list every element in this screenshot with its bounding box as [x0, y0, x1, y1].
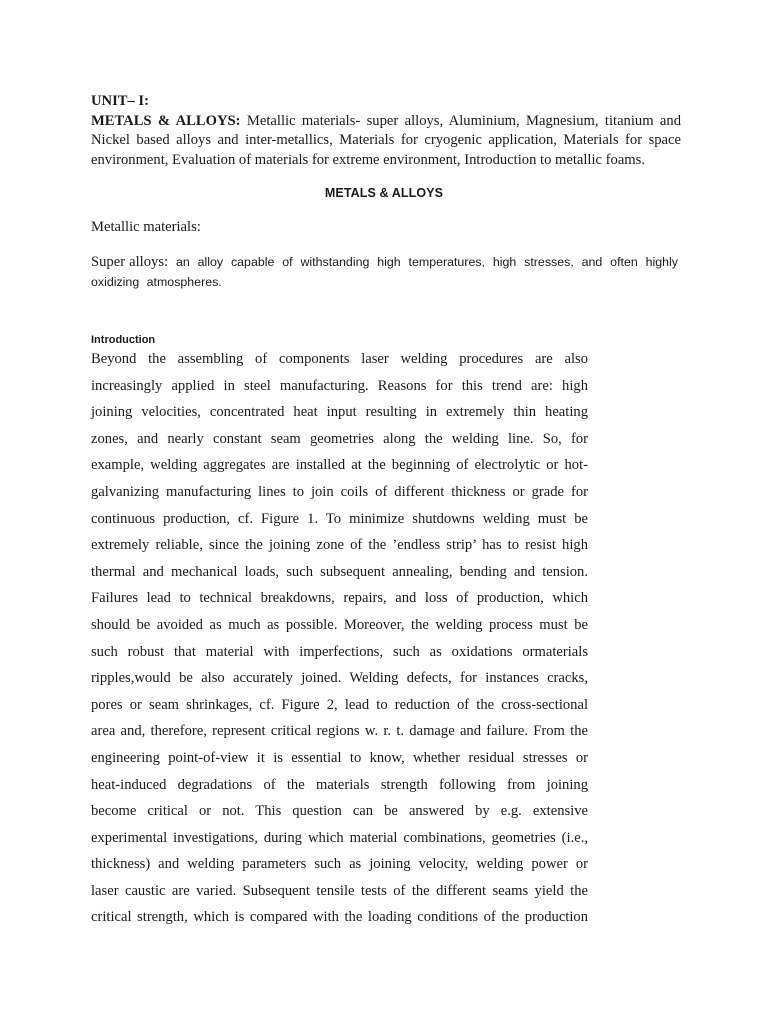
super-alloys-term: Super alloys: — [91, 254, 169, 270]
super-alloys-text: an alloy capable of withstanding high temperatures, high stresses, and often highly oxidizing atmospheres. — [91, 255, 678, 289]
intro-line: extremely reliable, since the joining zone of the ’endless strip’ has to resist high — [91, 537, 588, 554]
intro-line: zones, and nearly constant seam geometries along the welding line. So, for — [91, 430, 588, 447]
intro-line: ripples,would be also accurately joined. Welding defects, for instances cracks, — [91, 670, 588, 687]
introduction-body — [91, 346, 588, 931]
intro-line: increasingly applied in steel manufacturing. Reasons for this trend are: high — [91, 377, 588, 394]
intro-line: Beyond the assembling of components laser welding procedures are also — [91, 351, 588, 367]
intro-line: example, welding aggregates are installed at the beginning of electrolytic or hot- — [91, 457, 588, 474]
metallic-materials-label: Metallic materials: — [91, 219, 201, 235]
unit-header-block — [91, 92, 681, 170]
intro-line: thermal and mechanical loads, such subsequent annealing, bending and tension. — [91, 563, 588, 580]
intro-line: critical strength, which is compared with the loading conditions of the production — [91, 909, 588, 926]
unit-heading: UNIT– I: — [91, 93, 149, 109]
intro-line: become critical or not. This question can be answered by e.g. extensive — [91, 803, 588, 820]
introduction-heading: Introduction — [91, 334, 156, 346]
super-alloys-definition — [91, 252, 678, 292]
unit-syllabus — [91, 113, 681, 168]
intro-line: experimental investigations, during which material combinations, geometries (i.e., — [91, 829, 588, 846]
intro-line: laser caustic are varied. Subsequent tensile tests of the different seams yield the — [91, 882, 588, 899]
intro-line: area and, therefore, represent critical regions w. r. t. damage and failure. From the — [91, 723, 588, 740]
syllabus-text: Metallic materials- super alloys, Aluminium, Magnesium, titanium and Nickel based alloys and inter-metallics, Materials for cryogenic application, Materials for space environment, Evaluation of materials for extreme environment, Introduction to metallic foams. — [91, 112, 682, 168]
syllabus-label: METALS & ALLOYS: — [91, 112, 241, 129]
intro-line: continuous production, cf. Figure 1. To minimize shutdowns welding must be — [91, 510, 588, 527]
section-title: METALS & ALLOYS — [324, 186, 444, 200]
intro-line: engineering point-of-view it is essential to know, whether residual stresses or — [91, 749, 588, 766]
intro-line: such robust that material with imperfections, such as oxidations ormaterials — [91, 643, 588, 660]
intro-line: joining velocities, concentrated heat input resulting in extremely thin heating — [91, 404, 588, 421]
intro-line: pores or seam shrinkages, cf. Figure 2, lead to reduction of the cross-sectional — [91, 696, 588, 713]
intro-line: heat-induced degradations of the materials strength following from joining — [91, 776, 588, 793]
intro-line: thickness) and welding parameters such as joining velocity, welding power or — [91, 856, 588, 873]
intro-line: should be avoided as much as possible. Moreover, the welding process must be — [91, 616, 588, 633]
intro-line: Failures lead to technical breakdowns, repairs, and loss of production, which — [91, 590, 588, 607]
intro-line: galvanizing manufacturing lines to join coils of different thickness or grade for — [91, 483, 588, 500]
